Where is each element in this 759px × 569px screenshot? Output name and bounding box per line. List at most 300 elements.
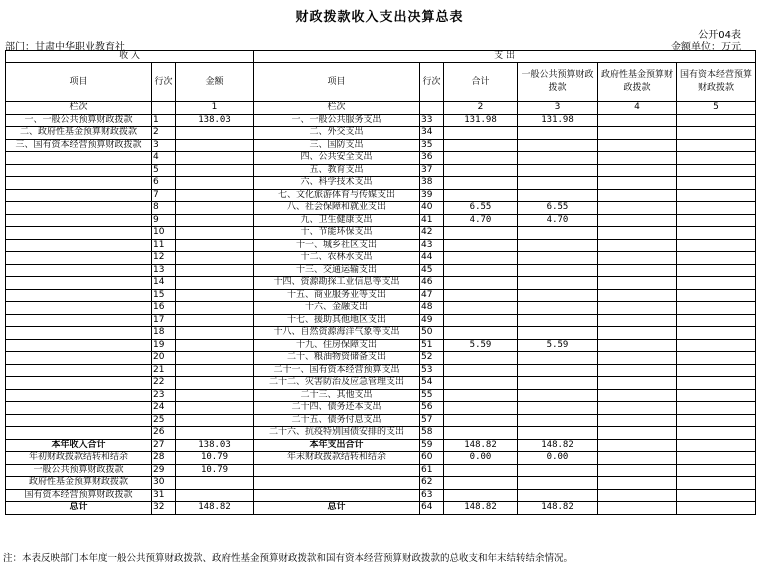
state-capital-amount bbox=[677, 289, 756, 302]
state-capital-amount bbox=[677, 364, 756, 377]
total-amount bbox=[444, 489, 518, 502]
expenditure-item: 五、教育支出 bbox=[254, 164, 420, 177]
general-budget-amount bbox=[518, 364, 598, 377]
income-row-no: 11 bbox=[152, 239, 176, 252]
income-item bbox=[6, 389, 152, 402]
col-index-blank2 bbox=[420, 102, 444, 115]
state-capital-amount bbox=[677, 164, 756, 177]
income-item bbox=[6, 314, 152, 327]
gov-fund-amount bbox=[598, 139, 677, 152]
table-row bbox=[6, 264, 756, 277]
total-amount bbox=[444, 427, 518, 440]
state-capital-amount bbox=[677, 439, 756, 452]
general-budget-amount: 4.70 bbox=[518, 214, 598, 227]
table-row bbox=[6, 114, 756, 127]
general-budget-amount bbox=[518, 139, 598, 152]
total-amount bbox=[444, 327, 518, 340]
total-amount bbox=[444, 277, 518, 290]
state-capital-amount bbox=[677, 239, 756, 252]
income-amount bbox=[176, 277, 254, 290]
income-row-no: 21 bbox=[152, 364, 176, 377]
table-row bbox=[6, 127, 756, 140]
expenditure-item bbox=[254, 489, 420, 502]
general-budget-amount bbox=[518, 427, 598, 440]
income-row-no: 7 bbox=[152, 189, 176, 202]
income-row-no: 10 bbox=[152, 227, 176, 240]
general-budget-amount bbox=[518, 164, 598, 177]
gov-fund-amount bbox=[598, 177, 677, 190]
state-capital-amount bbox=[677, 402, 756, 415]
gov-fund-amount bbox=[598, 202, 677, 215]
income-amount bbox=[176, 264, 254, 277]
gov-fund-amount bbox=[598, 314, 677, 327]
general-budget-amount bbox=[518, 264, 598, 277]
income-row-no: 5 bbox=[152, 164, 176, 177]
expenditure-item: 十七、援助其他地区支出 bbox=[254, 314, 420, 327]
income-row-no: 18 bbox=[152, 327, 176, 340]
expenditure-item: 二十、粮油物资储备支出 bbox=[254, 352, 420, 365]
expenditure-item: 九、卫生健康支出 bbox=[254, 214, 420, 227]
income-section-header: 收 入 bbox=[6, 51, 254, 63]
income-row-no: 24 bbox=[152, 402, 176, 415]
income-row-no: 28 bbox=[152, 452, 176, 465]
expenditure-row-no: 57 bbox=[420, 414, 444, 427]
expenditure-row-no: 36 bbox=[420, 152, 444, 165]
expenditure-row-no: 62 bbox=[420, 477, 444, 490]
expenditure-row-no: 38 bbox=[420, 177, 444, 190]
income-row-no: 30 bbox=[152, 477, 176, 490]
general-budget-amount bbox=[518, 389, 598, 402]
state-capital-amount bbox=[677, 214, 756, 227]
gov-fund-amount bbox=[598, 214, 677, 227]
total-amount: 6.55 bbox=[444, 202, 518, 215]
table-row bbox=[6, 214, 756, 227]
general-budget-amount: 5.59 bbox=[518, 339, 598, 352]
income-amount bbox=[176, 364, 254, 377]
income-row-no: 23 bbox=[152, 389, 176, 402]
total-amount bbox=[444, 252, 518, 265]
income-item: 年初财政拨款结转和结余 bbox=[6, 452, 152, 465]
state-capital-amount bbox=[677, 464, 756, 477]
col-header-total: 合计 bbox=[444, 63, 518, 102]
income-row-no: 13 bbox=[152, 264, 176, 277]
col-header-amount: 金额 bbox=[176, 63, 254, 102]
expenditure-row-no: 41 bbox=[420, 214, 444, 227]
income-amount bbox=[176, 127, 254, 140]
gov-fund-amount bbox=[598, 439, 677, 452]
state-capital-amount bbox=[677, 502, 756, 515]
income-amount bbox=[176, 339, 254, 352]
income-item bbox=[6, 239, 152, 252]
table-row bbox=[6, 502, 756, 515]
income-item bbox=[6, 427, 152, 440]
income-item: 二、政府性基金预算财政拨款 bbox=[6, 127, 152, 140]
total-amount bbox=[444, 264, 518, 277]
income-amount bbox=[176, 314, 254, 327]
total-amount bbox=[444, 177, 518, 190]
table-row bbox=[6, 352, 756, 365]
gov-fund-amount bbox=[598, 189, 677, 202]
col-index-total: 2 bbox=[444, 102, 518, 115]
income-row-no: 27 bbox=[152, 439, 176, 452]
income-amount bbox=[176, 414, 254, 427]
table-row bbox=[6, 302, 756, 315]
expenditure-row-no: 49 bbox=[420, 314, 444, 327]
income-amount bbox=[176, 164, 254, 177]
total-amount bbox=[444, 127, 518, 140]
total-amount bbox=[444, 139, 518, 152]
income-amount bbox=[176, 202, 254, 215]
income-row-no: 2 bbox=[152, 127, 176, 140]
gov-fund-amount bbox=[598, 264, 677, 277]
general-budget-amount bbox=[518, 302, 598, 315]
state-capital-amount bbox=[677, 252, 756, 265]
table-code: 公开04表 bbox=[698, 30, 741, 41]
total-amount bbox=[444, 377, 518, 390]
state-capital-amount bbox=[677, 302, 756, 315]
expenditure-row-no: 37 bbox=[420, 164, 444, 177]
income-amount: 148.82 bbox=[176, 502, 254, 515]
income-item bbox=[6, 202, 152, 215]
expenditure-row-no: 60 bbox=[420, 452, 444, 465]
gov-fund-amount bbox=[598, 127, 677, 140]
income-row-no: 32 bbox=[152, 502, 176, 515]
income-row-no: 16 bbox=[152, 302, 176, 315]
state-capital-amount bbox=[677, 227, 756, 240]
table-row bbox=[6, 139, 756, 152]
income-item bbox=[6, 164, 152, 177]
income-amount bbox=[176, 214, 254, 227]
total-amount: 131.98 bbox=[444, 114, 518, 127]
income-amount: 138.03 bbox=[176, 439, 254, 452]
state-capital-amount bbox=[677, 264, 756, 277]
col-header-item2: 项目 bbox=[254, 63, 420, 102]
income-item bbox=[6, 377, 152, 390]
income-item bbox=[6, 252, 152, 265]
income-amount bbox=[176, 252, 254, 265]
col-header-general: 一般公共预算财政拨款 bbox=[518, 63, 598, 102]
table-row bbox=[6, 377, 756, 390]
expenditure-item: 八、社会保障和就业支出 bbox=[254, 202, 420, 215]
expenditure-row-no: 47 bbox=[420, 289, 444, 302]
gov-fund-amount bbox=[598, 164, 677, 177]
income-row-no: 26 bbox=[152, 427, 176, 440]
table-row bbox=[6, 389, 756, 402]
table-row bbox=[6, 489, 756, 502]
expenditure-item: 十六、金融支出 bbox=[254, 302, 420, 315]
income-item bbox=[6, 364, 152, 377]
general-budget-amount bbox=[518, 477, 598, 490]
state-capital-amount bbox=[677, 202, 756, 215]
total-amount bbox=[444, 414, 518, 427]
gov-fund-amount bbox=[598, 489, 677, 502]
gov-fund-amount bbox=[598, 289, 677, 302]
expenditure-item: 十八、自然资源海洋气象等支出 bbox=[254, 327, 420, 340]
table-row bbox=[6, 177, 756, 190]
table-row bbox=[6, 202, 756, 215]
general-budget-amount bbox=[518, 227, 598, 240]
income-amount bbox=[176, 239, 254, 252]
col-index-fund: 4 bbox=[598, 102, 677, 115]
expenditure-item: 十一、城乡社区支出 bbox=[254, 239, 420, 252]
total-amount bbox=[444, 314, 518, 327]
income-amount: 10.79 bbox=[176, 452, 254, 465]
income-item bbox=[6, 327, 152, 340]
income-item bbox=[6, 189, 152, 202]
table-row bbox=[6, 402, 756, 415]
gov-fund-amount bbox=[598, 377, 677, 390]
income-item: 三、国有资本经营预算财政拨款 bbox=[6, 139, 152, 152]
expenditure-section-header: 支 出 bbox=[254, 51, 756, 63]
expenditure-row-no: 58 bbox=[420, 427, 444, 440]
income-amount bbox=[176, 489, 254, 502]
gov-fund-amount bbox=[598, 252, 677, 265]
state-capital-amount bbox=[677, 377, 756, 390]
table-row bbox=[6, 227, 756, 240]
state-capital-amount bbox=[677, 189, 756, 202]
income-amount bbox=[176, 139, 254, 152]
table-row bbox=[6, 327, 756, 340]
total-amount: 148.82 bbox=[444, 439, 518, 452]
table-row bbox=[6, 189, 756, 202]
state-capital-amount bbox=[677, 477, 756, 490]
unit-label: 金额单位：万元 bbox=[671, 42, 741, 53]
expenditure-item bbox=[254, 477, 420, 490]
state-capital-amount bbox=[677, 389, 756, 402]
total-amount bbox=[444, 239, 518, 252]
total-amount bbox=[444, 189, 518, 202]
general-budget-amount bbox=[518, 314, 598, 327]
expenditure-item: 一、一般公共服务支出 bbox=[254, 114, 420, 127]
general-budget-amount: 148.82 bbox=[518, 439, 598, 452]
general-budget-amount bbox=[518, 464, 598, 477]
general-budget-amount bbox=[518, 327, 598, 340]
expenditure-row-no: 33 bbox=[420, 114, 444, 127]
table-row bbox=[6, 339, 756, 352]
income-amount: 138.03 bbox=[176, 114, 254, 127]
total-amount bbox=[444, 227, 518, 240]
total-amount bbox=[444, 352, 518, 365]
expenditure-item: 六、科学技术支出 bbox=[254, 177, 420, 190]
general-budget-amount bbox=[518, 239, 598, 252]
income-item bbox=[6, 214, 152, 227]
income-item bbox=[6, 289, 152, 302]
gov-fund-amount bbox=[598, 477, 677, 490]
expenditure-item: 十三、交通运输支出 bbox=[254, 264, 420, 277]
expenditure-item bbox=[254, 464, 420, 477]
income-amount: 10.79 bbox=[176, 464, 254, 477]
general-budget-amount bbox=[518, 189, 598, 202]
expenditure-item: 本年支出合计 bbox=[254, 439, 420, 452]
expenditure-row-no: 59 bbox=[420, 439, 444, 452]
general-budget-amount bbox=[518, 402, 598, 415]
column-header-row bbox=[6, 63, 756, 102]
income-item bbox=[6, 402, 152, 415]
expenditure-row-no: 56 bbox=[420, 402, 444, 415]
income-row-no: 6 bbox=[152, 177, 176, 190]
expenditure-item: 总计 bbox=[254, 502, 420, 515]
col-index-amount: 1 bbox=[176, 102, 254, 115]
income-amount bbox=[176, 189, 254, 202]
expenditure-item: 二十五、债务付息支出 bbox=[254, 414, 420, 427]
state-capital-amount bbox=[677, 139, 756, 152]
general-budget-amount bbox=[518, 177, 598, 190]
expenditure-item: 二十一、国有资本经营预算支出 bbox=[254, 364, 420, 377]
income-item: 一般公共预算财政拨款 bbox=[6, 464, 152, 477]
col-index-general: 3 bbox=[518, 102, 598, 115]
table-row bbox=[6, 252, 756, 265]
gov-fund-amount bbox=[598, 302, 677, 315]
expenditure-item: 年末财政拨款结转和结余 bbox=[254, 452, 420, 465]
total-amount bbox=[444, 152, 518, 165]
income-item bbox=[6, 352, 152, 365]
total-amount: 0.00 bbox=[444, 452, 518, 465]
income-amount bbox=[176, 152, 254, 165]
expenditure-row-no: 52 bbox=[420, 352, 444, 365]
expenditure-item: 十五、商业服务业等支出 bbox=[254, 289, 420, 302]
column-index-row bbox=[6, 102, 756, 115]
income-item bbox=[6, 152, 152, 165]
col-index-state: 5 bbox=[677, 102, 756, 115]
income-item bbox=[6, 339, 152, 352]
expenditure-item: 二十六、抗疫特别国债安排的支出 bbox=[254, 427, 420, 440]
income-amount bbox=[176, 327, 254, 340]
general-budget-amount bbox=[518, 252, 598, 265]
table-row bbox=[6, 314, 756, 327]
income-amount bbox=[176, 227, 254, 240]
income-amount bbox=[176, 389, 254, 402]
gov-fund-amount bbox=[598, 389, 677, 402]
expenditure-row-no: 46 bbox=[420, 277, 444, 290]
gov-fund-amount bbox=[598, 327, 677, 340]
expenditure-row-no: 42 bbox=[420, 227, 444, 240]
total-amount bbox=[444, 364, 518, 377]
state-capital-amount bbox=[677, 127, 756, 140]
total-amount bbox=[444, 389, 518, 402]
gov-fund-amount bbox=[598, 427, 677, 440]
state-capital-amount bbox=[677, 452, 756, 465]
income-amount bbox=[176, 402, 254, 415]
state-capital-amount bbox=[677, 339, 756, 352]
expenditure-row-no: 48 bbox=[420, 302, 444, 315]
expenditure-item: 十、节能环保支出 bbox=[254, 227, 420, 240]
expenditure-row-no: 45 bbox=[420, 264, 444, 277]
income-item bbox=[6, 414, 152, 427]
total-amount bbox=[444, 302, 518, 315]
footnote: 注：本表反映部门本年度一般公共预算财政拨款、政府性基金预算财政拨款和国有资本经营预算财政拨款的总收支和年末结转结余情况。 bbox=[3, 553, 574, 564]
gov-fund-amount bbox=[598, 152, 677, 165]
table-row bbox=[6, 452, 756, 465]
expenditure-item: 二十四、债务还本支出 bbox=[254, 402, 420, 415]
expenditure-row-no: 51 bbox=[420, 339, 444, 352]
expenditure-item: 二、外交支出 bbox=[254, 127, 420, 140]
income-item: 本年收入合计 bbox=[6, 439, 152, 452]
gov-fund-amount bbox=[598, 227, 677, 240]
state-capital-amount bbox=[677, 314, 756, 327]
table-row bbox=[6, 439, 756, 452]
col-index-label2: 栏次 bbox=[254, 102, 420, 115]
total-amount bbox=[444, 464, 518, 477]
income-row-no: 31 bbox=[152, 489, 176, 502]
table-row bbox=[6, 477, 756, 490]
general-budget-amount: 6.55 bbox=[518, 202, 598, 215]
expenditure-row-no: 54 bbox=[420, 377, 444, 390]
income-amount bbox=[176, 377, 254, 390]
col-index-blank bbox=[152, 102, 176, 115]
state-capital-amount bbox=[677, 152, 756, 165]
total-amount bbox=[444, 289, 518, 302]
table-row bbox=[6, 277, 756, 290]
income-row-no: 29 bbox=[152, 464, 176, 477]
state-capital-amount bbox=[677, 177, 756, 190]
total-amount bbox=[444, 477, 518, 490]
expenditure-row-no: 40 bbox=[420, 202, 444, 215]
income-row-no: 1 bbox=[152, 114, 176, 127]
expenditure-item: 三、国防支出 bbox=[254, 139, 420, 152]
income-item bbox=[6, 227, 152, 240]
table-row bbox=[6, 152, 756, 165]
income-row-no: 3 bbox=[152, 139, 176, 152]
income-amount bbox=[176, 289, 254, 302]
gov-fund-amount bbox=[598, 277, 677, 290]
general-budget-amount bbox=[518, 289, 598, 302]
general-budget-amount: 131.98 bbox=[518, 114, 598, 127]
expenditure-row-no: 63 bbox=[420, 489, 444, 502]
gov-fund-amount bbox=[598, 502, 677, 515]
table-row bbox=[6, 464, 756, 477]
general-budget-amount bbox=[518, 489, 598, 502]
expenditure-row-no: 43 bbox=[420, 239, 444, 252]
expenditure-item: 二十三、其他支出 bbox=[254, 389, 420, 402]
income-amount bbox=[176, 352, 254, 365]
general-budget-amount bbox=[518, 277, 598, 290]
table-row bbox=[6, 164, 756, 177]
table-row bbox=[6, 414, 756, 427]
table-row bbox=[6, 364, 756, 377]
gov-fund-amount bbox=[598, 414, 677, 427]
income-item: 总计 bbox=[6, 502, 152, 515]
expenditure-item: 四、公共安全支出 bbox=[254, 152, 420, 165]
total-amount bbox=[444, 402, 518, 415]
income-item: 一、一般公共预算财政拨款 bbox=[6, 114, 152, 127]
state-capital-amount bbox=[677, 427, 756, 440]
income-item bbox=[6, 277, 152, 290]
col-header-fund: 政府性基金预算财政拨款 bbox=[598, 63, 677, 102]
income-row-no: 12 bbox=[152, 252, 176, 265]
income-row-no: 22 bbox=[152, 377, 176, 390]
col-header-row-no2: 行次 bbox=[420, 63, 444, 102]
income-row-no: 14 bbox=[152, 277, 176, 290]
col-header-item: 项目 bbox=[6, 63, 152, 102]
expenditure-row-no: 39 bbox=[420, 189, 444, 202]
gov-fund-amount bbox=[598, 114, 677, 127]
gov-fund-amount bbox=[598, 452, 677, 465]
total-amount: 4.70 bbox=[444, 214, 518, 227]
expenditure-item: 七、文化旅游体育与传媒支出 bbox=[254, 189, 420, 202]
total-amount bbox=[444, 164, 518, 177]
general-budget-amount bbox=[518, 352, 598, 365]
income-item: 国有资本经营预算财政拨款 bbox=[6, 489, 152, 502]
income-row-no: 9 bbox=[152, 214, 176, 227]
income-row-no: 4 bbox=[152, 152, 176, 165]
expenditure-row-no: 35 bbox=[420, 139, 444, 152]
expenditure-row-no: 34 bbox=[420, 127, 444, 140]
state-capital-amount bbox=[677, 352, 756, 365]
income-row-no: 8 bbox=[152, 202, 176, 215]
col-header-state: 国有资本经营预算财政拨款 bbox=[677, 63, 756, 102]
income-item bbox=[6, 177, 152, 190]
income-item: 政府性基金预算财政拨款 bbox=[6, 477, 152, 490]
